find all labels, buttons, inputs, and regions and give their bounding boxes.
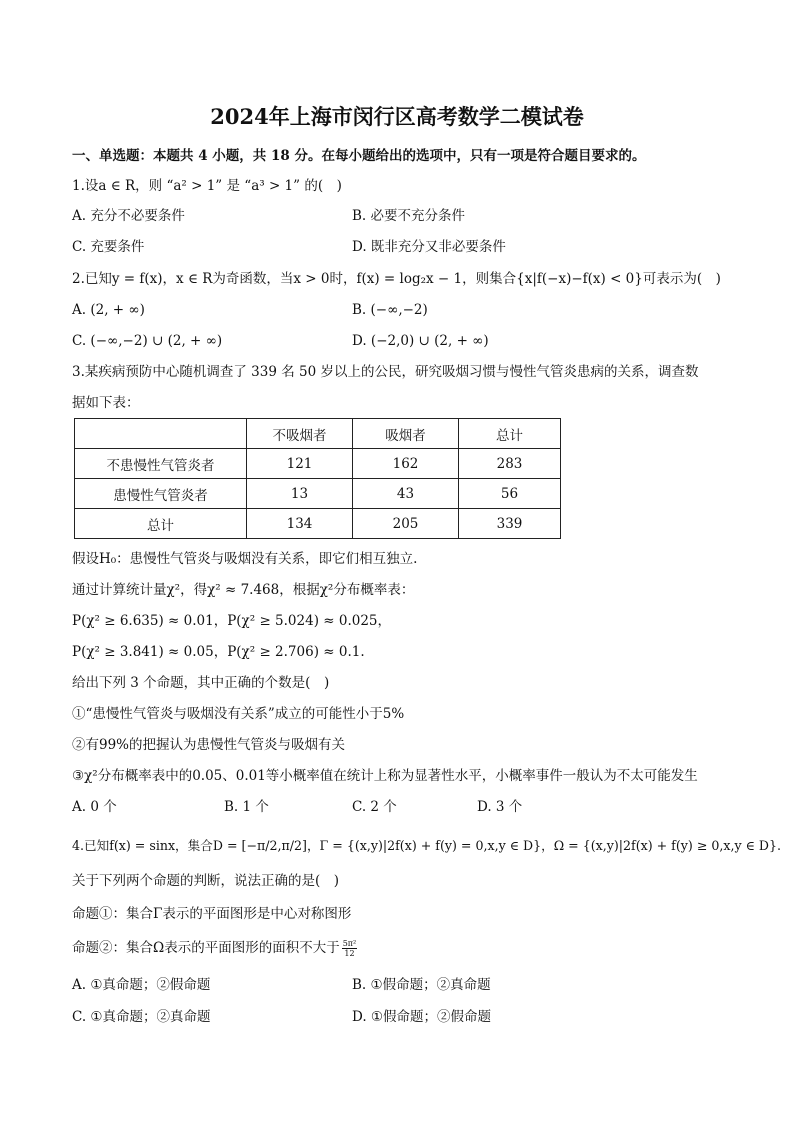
question-3-option-a: A. 0 个 bbox=[72, 799, 117, 815]
question-4-stem: 4.已知f(x) = sinx，集合D = [−π/2,π/2]，Γ = {(x,y)|2f(x) + f(y) = 0,x,y ∈ D}，Ω = {(x,y)|2f(x) + f(y) ≥ 0,x,y ∈ D}. bbox=[72, 838, 782, 853]
area-fraction bbox=[342, 939, 358, 958]
table-row bbox=[75, 479, 561, 509]
question-3-ask: 给出下列 3 个命题，其中正确的个数是( ) bbox=[72, 675, 330, 691]
chi-square-line: 通过计算统计量χ²，得χ² ≈ 7.468，根据χ²分布概率表： bbox=[72, 582, 415, 598]
question-2-option-c: C. (−∞,−2) ∪ (2, + ∞) bbox=[72, 333, 223, 349]
question-3-proposition-3: ③χ²分布概率表中的0.05、0.01等小概率值在统计上称为显著性水平，小概率事件一般认为不太可能发生 bbox=[72, 768, 698, 784]
fraction-numerator: 5π² bbox=[342, 939, 357, 948]
question-4-option-a: A. ①真命题；②假命题 bbox=[72, 977, 211, 993]
table-row bbox=[75, 509, 561, 539]
hypothesis-line: 假设H₀：患慢性气管炎与吸烟没有关系，即它们相互独立. bbox=[72, 551, 418, 567]
table-cell: 13 bbox=[247, 479, 353, 509]
probability-line-1: P(χ² ≥ 6.635) ≈ 0.01，P(χ² ≥ 5.024) ≈ 0.025， bbox=[72, 613, 391, 629]
question-4-ask: 关于下列两个命题的判断，说法正确的是( ) bbox=[72, 873, 340, 889]
table-cell: 43 bbox=[353, 479, 459, 509]
question-4-proposition-1: 命题①：集合Γ表示的平面图形是中心对称图形 bbox=[72, 906, 352, 922]
question-3-option-c: C. 2 个 bbox=[352, 799, 397, 815]
survey-table bbox=[74, 418, 561, 539]
page-title: 2024年上海市闵行区高考数学二模试卷 bbox=[210, 104, 584, 129]
question-3-option-d: D. 3 个 bbox=[477, 799, 523, 815]
question-3-stem-line-2: 据如下表： bbox=[72, 395, 140, 411]
question-2-stem: 2.已知y = f(x)，x ∈ R为奇函数，当x > 0时，f(x) = log₂x − 1，则集合{x|f(−x)−f(x) < 0}可表示为( ) bbox=[72, 271, 721, 287]
table-header-cell: 吸烟者 bbox=[353, 419, 459, 449]
question-3-option-b: B. 1 个 bbox=[224, 799, 269, 815]
question-3-stem-line-1: 3.某疾病预防中心随机调查了 339 名 50 岁以上的公民，研究吸烟习惯与慢性气管炎患病的关系，调查数 bbox=[72, 364, 699, 380]
question-3-proposition-2: ②有99%的把握认为患慢性气管炎与吸烟有关 bbox=[72, 737, 346, 753]
question-2-option-b: B. (−∞,−2) bbox=[352, 302, 428, 318]
table-cell: 205 bbox=[353, 509, 459, 539]
proposition-2-text: 命题②：集合Ω表示的平面图形的面积不大于 bbox=[72, 940, 340, 956]
table-cell: 总计 bbox=[75, 509, 247, 539]
question-1-option-d: D. 既非充分又非必要条件 bbox=[352, 239, 506, 255]
question-3-proposition-1: ①“患慢性气管炎与吸烟没有关系”成立的可能性小于5% bbox=[72, 706, 405, 722]
table-cell: 134 bbox=[247, 509, 353, 539]
question-2-option-a: A. (2, + ∞) bbox=[72, 302, 145, 318]
question-4-proposition-2 bbox=[72, 938, 357, 958]
question-4-option-c: C. ①真命题；②真命题 bbox=[72, 1009, 211, 1025]
table-header-cell bbox=[75, 419, 247, 449]
question-1-stem: 1.设a ∈ R，则 “a² > 1” 是 “a³ > 1” 的( ) bbox=[72, 178, 342, 194]
table-cell: 339 bbox=[459, 509, 561, 539]
table-cell: 不患慢性气管炎者 bbox=[75, 449, 247, 479]
table-cell: 162 bbox=[353, 449, 459, 479]
fraction-denominator: 12 bbox=[344, 949, 355, 958]
table-cell: 121 bbox=[247, 449, 353, 479]
table-header-cell: 总计 bbox=[459, 419, 561, 449]
table-cell: 56 bbox=[459, 479, 561, 509]
question-1-option-b: B. 必要不充分条件 bbox=[352, 208, 466, 224]
question-1-option-a: A. 充分不必要条件 bbox=[72, 208, 185, 224]
table-cell: 283 bbox=[459, 449, 561, 479]
question-4-option-d: D. ①假命题；②假命题 bbox=[352, 1009, 492, 1025]
question-2-option-d: D. (−2,0) ∪ (2, + ∞) bbox=[352, 333, 489, 349]
section-heading: 一、单选题：本题共 4 小题，共 18 分。在每小题给出的选项中，只有一项是符合题目要求的。 bbox=[72, 148, 646, 164]
question-1-option-c: C. 充要条件 bbox=[72, 239, 145, 255]
table-header-cell: 不吸烟者 bbox=[247, 419, 353, 449]
table-header-row bbox=[75, 419, 561, 449]
table-row bbox=[75, 449, 561, 479]
probability-line-2: P(χ² ≥ 3.841) ≈ 0.05，P(χ² ≥ 2.706) ≈ 0.1. bbox=[72, 644, 365, 660]
question-4-option-b: B. ①假命题；②真命题 bbox=[352, 977, 491, 993]
table-cell: 患慢性气管炎者 bbox=[75, 479, 247, 509]
